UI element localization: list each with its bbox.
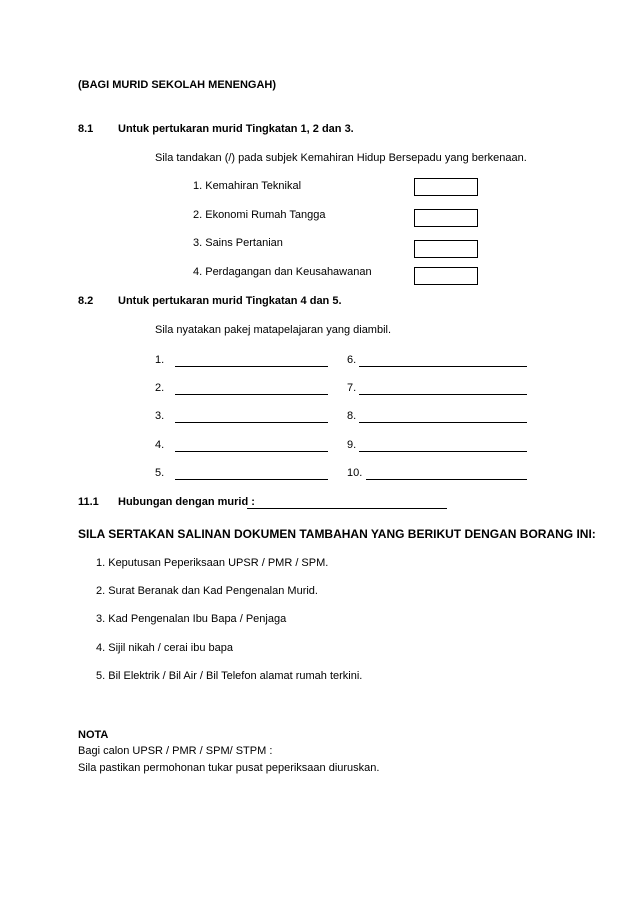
subject-line-7-number: 7.	[347, 382, 357, 394]
subject-item-3-checkbox[interactable]	[414, 240, 478, 258]
section-11-1-number: 11.1	[78, 496, 99, 508]
subject-item-2-checkbox[interactable]	[414, 209, 478, 227]
subject-line-5-number: 5.	[155, 467, 165, 479]
subject-item-1-checkbox[interactable]	[414, 178, 478, 196]
section-8-2-instruction: Sila nyatakan pakej matapelajaran yang diambil.	[155, 324, 392, 336]
subject-line-9-field[interactable]	[359, 451, 527, 452]
subject-item-2-label: 2. Ekonomi Rumah Tangga	[193, 209, 326, 221]
subject-line-10-field[interactable]	[366, 479, 527, 480]
subject-line-10-number: 10.	[347, 467, 363, 479]
subject-line-3-number: 3.	[155, 410, 165, 422]
attachment-item-1: 1. Keputusan Peperiksaan UPSR / PMR / SPM.	[96, 557, 329, 569]
subject-line-6-field[interactable]	[359, 366, 527, 367]
subject-line-3-field[interactable]	[175, 422, 328, 423]
attachments-heading: SILA SERTAKAN SALINAN DOKUMEN TAMBAHAN YANG BERIKUT DENGAN BORANG INI:	[78, 527, 596, 541]
subject-line-4-number: 4.	[155, 439, 165, 451]
subject-line-5-field[interactable]	[175, 479, 328, 480]
attachment-item-4: 4. Sijil nikah / cerai ibu bapa	[96, 642, 233, 654]
attachment-item-2: 2. Surat Beranak dan Kad Pengenalan Murid.	[96, 585, 318, 597]
subject-line-9-number: 9.	[347, 439, 357, 451]
subject-line-2-number: 2.	[155, 382, 165, 394]
subject-line-1-number: 1.	[155, 354, 165, 366]
subject-line-7-field[interactable]	[359, 394, 527, 395]
section-8-1-number: 8.1	[78, 123, 94, 135]
nota-line-1: Bagi calon UPSR / PMR / SPM/ STPM :	[78, 745, 273, 757]
subject-item-4-label: 4. Perdagangan dan Keusahawanan	[193, 266, 372, 278]
nota-line-2: Sila pastikan permohonan tukar pusat peperiksaan diuruskan.	[78, 762, 380, 774]
attachment-item-3: 3. Kad Pengenalan Ibu Bapa / Penjaga	[96, 613, 287, 625]
section-8-1-title: Untuk pertukaran murid Tingkatan 1, 2 dan 3.	[118, 123, 354, 135]
subject-line-8-number: 8.	[347, 410, 357, 422]
subject-item-4-checkbox[interactable]	[414, 267, 478, 285]
nota-heading: NOTA	[78, 729, 109, 741]
subject-line-2-field[interactable]	[175, 394, 328, 395]
subject-item-3-label: 3. Sains Pertanian	[193, 237, 283, 249]
subject-line-6-number: 6.	[347, 354, 357, 366]
attachment-item-5: 5. Bil Elektrik / Bil Air / Bil Telefon alamat rumah terkini.	[96, 670, 363, 682]
relationship-label: Hubungan dengan murid :	[118, 496, 255, 508]
section-8-2-number: 8.2	[78, 295, 94, 307]
section-8-2-title: Untuk pertukaran murid Tingkatan 4 dan 5.	[118, 295, 342, 307]
section-8-1-instruction: Sila tandakan (/) pada subjek Kemahiran Hidup Bersepadu yang berkenaan.	[155, 152, 527, 164]
subject-line-1-field[interactable]	[175, 366, 328, 367]
subject-line-4-field[interactable]	[175, 451, 328, 452]
subject-item-1-label: 1. Kemahiran Teknikal	[193, 180, 302, 192]
relationship-field[interactable]	[247, 508, 447, 509]
section-title: (BAGI MURID SEKOLAH MENENGAH)	[78, 79, 276, 91]
subject-line-8-field[interactable]	[359, 422, 527, 423]
